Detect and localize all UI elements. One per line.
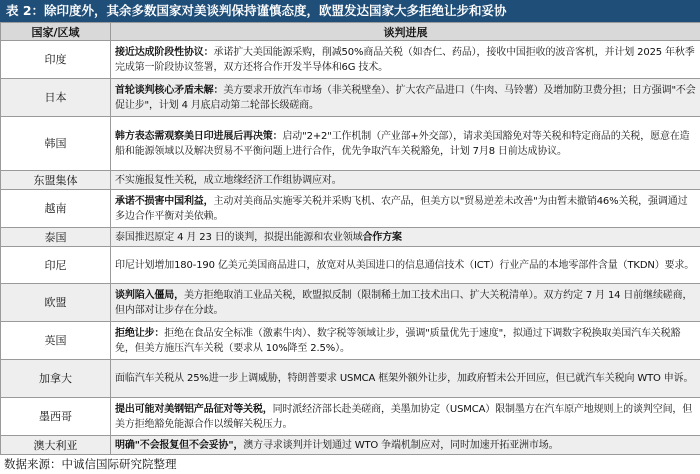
table-row [1, 79, 700, 117]
progress-cell [111, 171, 700, 190]
table-row [1, 284, 700, 322]
country-cell: 墨西哥 [1, 398, 111, 436]
progress-text: 拒绝在食品安全标准（激素牛肉）、数字税等领域让步，强调"质量优先于速度"，拟通过下调数字税换取美国汽车关税豁免，但美方施压汽车关税（要求从 10%降至 2.5%）。 [115, 328, 680, 354]
country-cell: 越南 [1, 190, 111, 228]
progress-text: 主动对美商品实施零关税并采购飞机、农产品，但美方以"贸易逆差未改善"为由暂未撤销46%关税，强调通过多边合作平衡对美依赖。 [115, 196, 687, 222]
progress-cell [111, 41, 700, 79]
progress-highlight: 明确"不会报复但不会妥协"， [115, 440, 243, 451]
table-row [1, 398, 700, 436]
country-cell: 澳大利亚 [1, 436, 111, 455]
table-title: 表 2：除印度外，其余多数国家对美谈判保持谨慎态度，欧盟发达国家大多拒绝让步和妥协 [0, 0, 700, 22]
country-cell: 东盟集体 [1, 171, 111, 190]
country-cell: 印尼 [1, 247, 111, 284]
progress-highlight: 谈判陷入僵局， [115, 290, 184, 301]
header-progress: 谈判进展 [111, 23, 700, 41]
progress-highlight: 合作方案 [362, 232, 401, 243]
table-row [1, 436, 700, 455]
country-cell: 日本 [1, 79, 111, 117]
progress-cell [111, 228, 700, 247]
table-row [1, 117, 700, 171]
progress-highlight: 拒绝让步： [115, 328, 164, 339]
progress-text: 承诺扩大美国能源采购，削减50%商品关税（如杏仁、药品），接收中国拒收的波音客机，并计划 2025 年秋季完成第一阶段协议签署，双方还将合作开发半导体和6G 技术。 [115, 47, 695, 73]
progress-cell [111, 436, 700, 455]
progress-text: 澳方寻求谈判并计划通过 WTO 争端机制应对，同时加速开拓亚洲市场。 [243, 440, 558, 451]
progress-cell [111, 322, 700, 360]
table-row [1, 171, 700, 190]
progress-text: 泰国推迟原定 4 月 23 日的谈判，拟提出能源和农业领域 [115, 232, 362, 243]
table-row [1, 322, 700, 360]
progress-cell [111, 284, 700, 322]
progress-text: 印尼计划增加180-190 亿美元美国商品进口，放宽对从美国进口的信息通信技术（ICT）行业产品的本地零部件含量（TKDN）要求。 [115, 260, 694, 271]
progress-cell [111, 398, 700, 436]
progress-cell [111, 79, 700, 117]
data-source-note: 数据来源：中诚信国际研究院整理 [0, 455, 700, 474]
negotiation-table [0, 22, 700, 455]
progress-text: 启动"2+2"工作机制（产业部+外交部），请求美国豁免对等关税和特定商品的关税，愿意在造船和能源领域以及解决贸易不平衡问题上进行合作，优先争取汽车关税豁免，计划 7月8 日前达成协议。 [115, 131, 690, 157]
country-cell: 欧盟 [1, 284, 111, 322]
country-cell: 加拿大 [1, 360, 111, 398]
progress-text: 不实施报复性关税，成立地缘经济工作组协调应对。 [115, 175, 342, 186]
progress-highlight: 首轮谈判核心矛盾未解： [115, 85, 223, 96]
progress-highlight: 韩方表态需观察美日印进展后再决策： [115, 131, 282, 142]
table-row [1, 228, 700, 247]
progress-cell [111, 190, 700, 228]
progress-cell [111, 360, 700, 398]
country-cell: 英国 [1, 322, 111, 360]
progress-highlight: 承诺不损害中国利益， [115, 196, 214, 207]
table-row [1, 247, 700, 284]
table-header-row [1, 23, 700, 41]
country-cell: 韩国 [1, 117, 111, 171]
progress-highlight: 接近达成阶段性协议： [115, 47, 214, 58]
progress-highlight: 提出可能对美钢铝产品征对等关税， [115, 404, 273, 415]
progress-text: 同时派经济部长赴美磋商，美墨加协定（USMCA）限制墨方在汽车原产地规则上的谈判空间，但美方拒绝豁免能源合作以缓解关税压力。 [115, 404, 692, 430]
table-row [1, 360, 700, 398]
progress-cell [111, 117, 700, 171]
table-row [1, 41, 700, 79]
table-row [1, 190, 700, 228]
country-cell: 印度 [1, 41, 111, 79]
progress-cell [111, 247, 700, 284]
progress-text: 美方要求开放汽车市场（非关税壁垒）、扩大农产品进口（牛肉、马铃薯）及增加防卫费分担；日方强调"不会促让步"，计划 4 月底启动第二轮部长级磋商。 [115, 85, 696, 111]
progress-text: 美方拒绝取消工业品关税，欧盟拟反制（限制稀土加工技术出口、扩大关税清单）。双方约定 7 月 14 日前继续磋商，但内部对让步存在分歧。 [115, 290, 692, 316]
progress-text: 面临汽车关税从 25%进一步上调威胁，特朗普要求 USMCA 框架外额外让步，加政府暂未公开回应，但已就汽车关税向 WTO 申诉。 [115, 373, 693, 384]
country-cell: 泰国 [1, 228, 111, 247]
header-country: 国家/区域 [1, 23, 111, 41]
